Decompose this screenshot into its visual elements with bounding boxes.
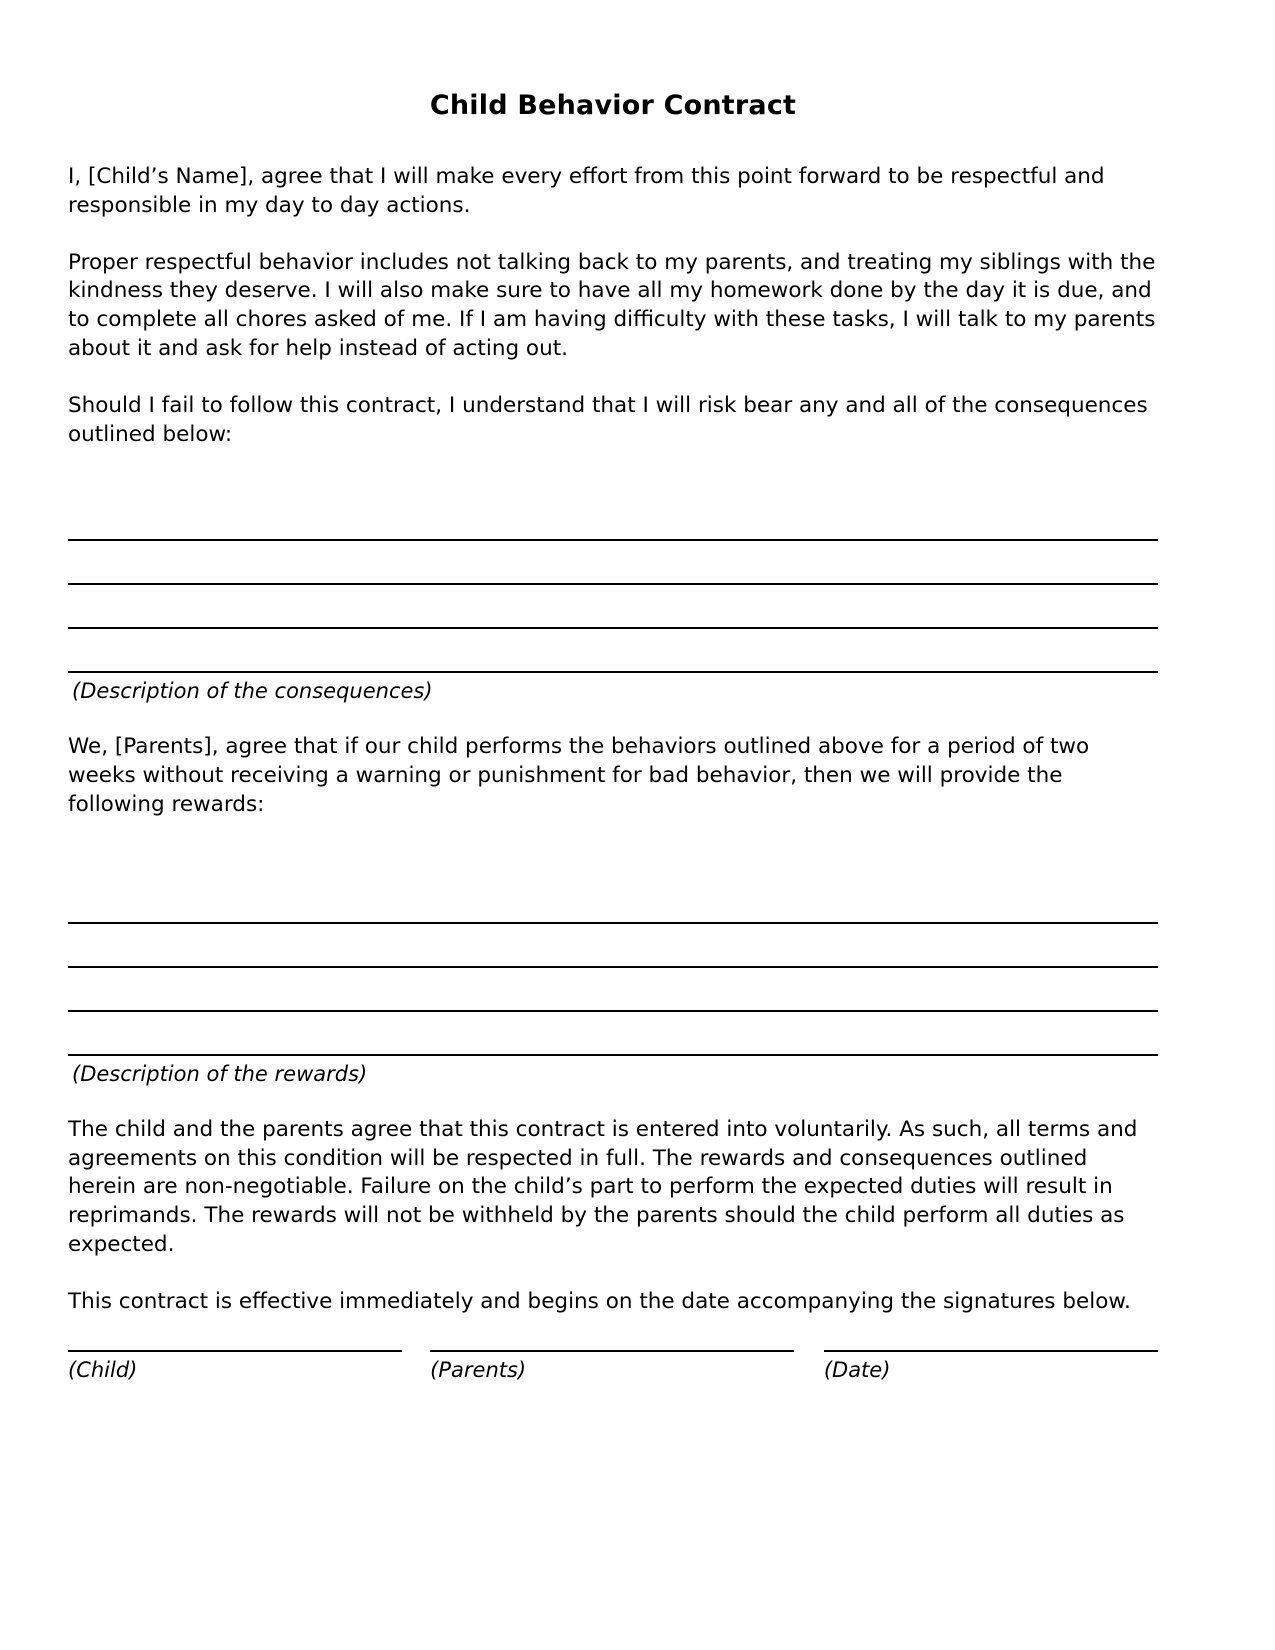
rewards-line-2[interactable] <box>68 924 1158 968</box>
paragraph-parents-rewards: We, [Parents], agree that if our child performs the behaviors outlined above for a period of two weeks without receiving a warning or punishment for bad behavior, then we will provide the following rewards: <box>68 734 1090 817</box>
rewards-line-4[interactable] <box>68 1012 1158 1056</box>
signature-line-parents[interactable] <box>430 1332 794 1352</box>
rewards-line-3[interactable] <box>68 968 1158 1012</box>
signature-label-child: (Child) <box>68 1358 138 1382</box>
spacer <box>68 477 1158 495</box>
paragraph-effective-date: This contract is effective immediately and begins on the date accompanying the signatures below. <box>68 1288 1131 1314</box>
consequences-line-4[interactable] <box>68 629 1158 673</box>
spacer <box>68 1086 1158 1116</box>
consequences-line-1[interactable] <box>68 495 1158 541</box>
signature-block <box>68 1332 1158 1382</box>
consequences-line-3[interactable] <box>68 585 1158 629</box>
signature-line-date[interactable] <box>824 1332 1158 1352</box>
signature-lines-row <box>68 1332 1158 1352</box>
rewards-write-in-area[interactable] <box>68 878 1158 1056</box>
consequences-line-2[interactable] <box>68 541 1158 585</box>
spacer <box>68 848 1158 878</box>
page-title: Child Behavior Contract <box>429 90 797 121</box>
rewards-caption: (Description of the rewards) <box>72 1061 368 1086</box>
paragraph-voluntary-terms: The child and the parents agree that this contract is entered into voluntarily. As such, all terms and agreements on this condition will be respected in full. The rewards and consequences outlined herein are non-negotiable. Failure on the child’s part to perform the expected duties will result in reprimands. The rewards will not be withheld by the parents should the child perform all duties as expected. <box>68 1116 1138 1257</box>
signature-labels-row <box>68 1358 1158 1382</box>
paragraph-behavior: Proper respectful behavior includes not talking back to my parents, and treating my siblings with the kindness they deserve. I will also make sure to have all my homework done by the day it is due, and to complete all chores asked of me. If I am having difficulty with these tasks, I will talk to my parents about it and ask for help instead of acting out. <box>68 249 1156 361</box>
consequences-caption: (Description of the consequences) <box>72 679 433 704</box>
consequences-write-in-area[interactable] <box>68 495 1158 673</box>
paragraph-intro: I, [Child’s Name], agree that I will make every effort from this point forward to be respectful and responsible in my day to day actions. <box>68 164 1105 218</box>
document-body <box>68 90 1158 1345</box>
signature-label-date: (Date) <box>823 1358 891 1382</box>
paragraph-consequences-intro: Should I fail to follow this contract, I understand that I will risk bear any and all of the consequences outlined below: <box>68 392 1148 447</box>
spacer <box>68 703 1158 733</box>
signature-line-child[interactable] <box>68 1332 402 1352</box>
rewards-line-1[interactable] <box>68 878 1158 924</box>
signature-label-parents: (Parents) <box>430 1358 527 1382</box>
